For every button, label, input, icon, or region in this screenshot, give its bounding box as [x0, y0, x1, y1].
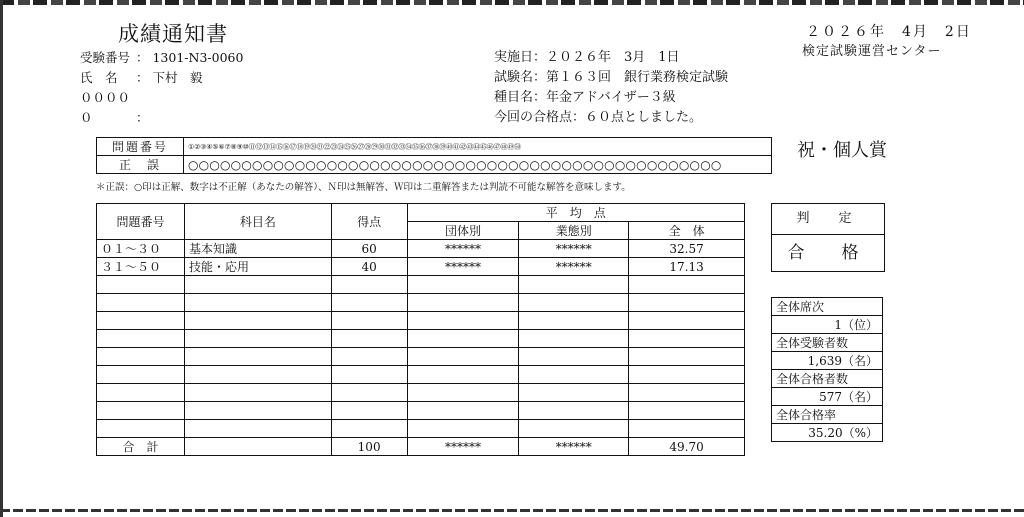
examinees-value: 1,639（名） [772, 352, 883, 370]
examinee-name-row: 氏 名 ： 下村 毅 [80, 68, 243, 88]
examinee-id-value: 1301-N3-0060 [152, 50, 244, 65]
total-label: 合 計 [97, 438, 185, 456]
exam-name: 試験名：第１６３回 銀行業務検定試験 [494, 70, 729, 85]
pass-rate-value: 35.20（%） [772, 424, 883, 442]
examinee-code-label: ０００００ [80, 90, 131, 125]
row-group-average: ****** [407, 240, 519, 258]
total-score: 100 [331, 438, 407, 456]
statistics-box [771, 297, 883, 442]
row-range: ３１～５０ [97, 258, 185, 276]
header-average: 平 均 点 [407, 204, 744, 222]
header-industry: 業態別 [519, 222, 629, 240]
row-score: 60 [331, 240, 407, 258]
table-row [97, 258, 745, 276]
examinee-code-row: ０００００ ： [80, 88, 243, 128]
issue-date: ２０２６年 4月 2日 [806, 24, 972, 40]
result-marks: ○○○○○○○○○○○○○○○○○○○○○○○○○○○○○○○○○○○○○○○○○○○○○○○○○○ [184, 156, 772, 174]
result-label: 正 誤 [97, 156, 184, 174]
total-overall-average: 49.70 [629, 438, 745, 456]
examinee-info [80, 48, 243, 128]
top-scan-edge [0, 0, 1024, 5]
empty-row [97, 276, 745, 294]
row-group-average: ****** [407, 258, 519, 276]
judgment-label: 判 定 [772, 204, 884, 235]
empty-row [97, 402, 745, 420]
empty-row [97, 330, 745, 348]
row-industry-average: ****** [519, 258, 629, 276]
examinee-id-label: 受験番号 [80, 50, 131, 65]
total-industry-average: ****** [519, 438, 629, 456]
exam-category: 種目名：年金アドバイザー３級 [494, 90, 676, 105]
header-overall: 全 体 [629, 222, 745, 240]
row-subject: 技能・応用 [184, 258, 331, 276]
exam-info [494, 48, 728, 128]
empty-row [97, 420, 745, 438]
examinees-label: 全体受験者数 [772, 334, 883, 352]
rank-label: 全体席次 [772, 298, 883, 316]
empty-row [97, 366, 745, 384]
examinee-name-value: 下村 毅 [152, 70, 203, 85]
rank-value: 1（位） [772, 316, 883, 334]
header-group: 団体別 [407, 222, 519, 240]
score-table [96, 203, 745, 456]
exam-pass-line: 今回の合格点：６０点としました。 [494, 110, 703, 125]
header-subject: 科目名 [184, 204, 331, 240]
row-overall-average: 17.13 [629, 258, 745, 276]
total-row [97, 438, 745, 456]
answer-grid [96, 137, 772, 174]
legend-note: ＊正誤：○印は正解、数字は不正解（あなたの解答）、Ｎ印は無解答、Ｗ印は二重解答または判読不可能な解答を意味します。 [96, 182, 631, 193]
document-title: 成績通知書 [118, 22, 228, 46]
total-group-average: ****** [407, 438, 519, 456]
row-range: ０１～３０ [97, 240, 185, 258]
question-number-label: 問題番号 [97, 138, 184, 156]
left-scan-edge [0, 0, 3, 517]
empty-row [97, 294, 745, 312]
examinee-name-label: 氏 名 [80, 70, 118, 85]
bottom-scan-edge [0, 509, 1024, 512]
header-score: 得点 [331, 204, 407, 240]
question-numbers: ①②③④⑤⑥⑦⑧⑨⑩⑪⑫⑬⑭⑮⑯⑰⑱⑲⑳㉑㉒㉓㉔㉕㉖㉗㉘㉙㉚㉛㉜㉝㉞㉟㊱㊲㊳㊴㊵㊶㊷㊸㊹㊺㊻㊼㊽㊾㊿ [184, 138, 772, 156]
header-question: 問題番号 [97, 204, 185, 240]
score-header-row [97, 204, 745, 222]
judgment-value: 合 格 [787, 243, 869, 263]
personal-award: 祝・個人賞 [797, 140, 887, 161]
pass-rate-label: 全体合格率 [772, 406, 883, 424]
examinee-id-row: 受験番号 ： 1301-N3-0060 [80, 48, 243, 68]
judgment-box [771, 203, 885, 272]
row-industry-average: ****** [519, 240, 629, 258]
row-score: 40 [331, 258, 407, 276]
row-subject: 基本知識 [184, 240, 331, 258]
passers-label: 全体合格者数 [772, 370, 883, 388]
row-overall-average: 32.57 [629, 240, 745, 258]
empty-row [97, 312, 745, 330]
organization-name: 検定試験運営センター [802, 44, 942, 59]
exam-date: 実施日：２０２６年 3月 1日 [494, 50, 680, 65]
passers-value: 577（名） [772, 388, 883, 406]
table-row [97, 240, 745, 258]
empty-row [97, 348, 745, 366]
empty-row [97, 384, 745, 402]
